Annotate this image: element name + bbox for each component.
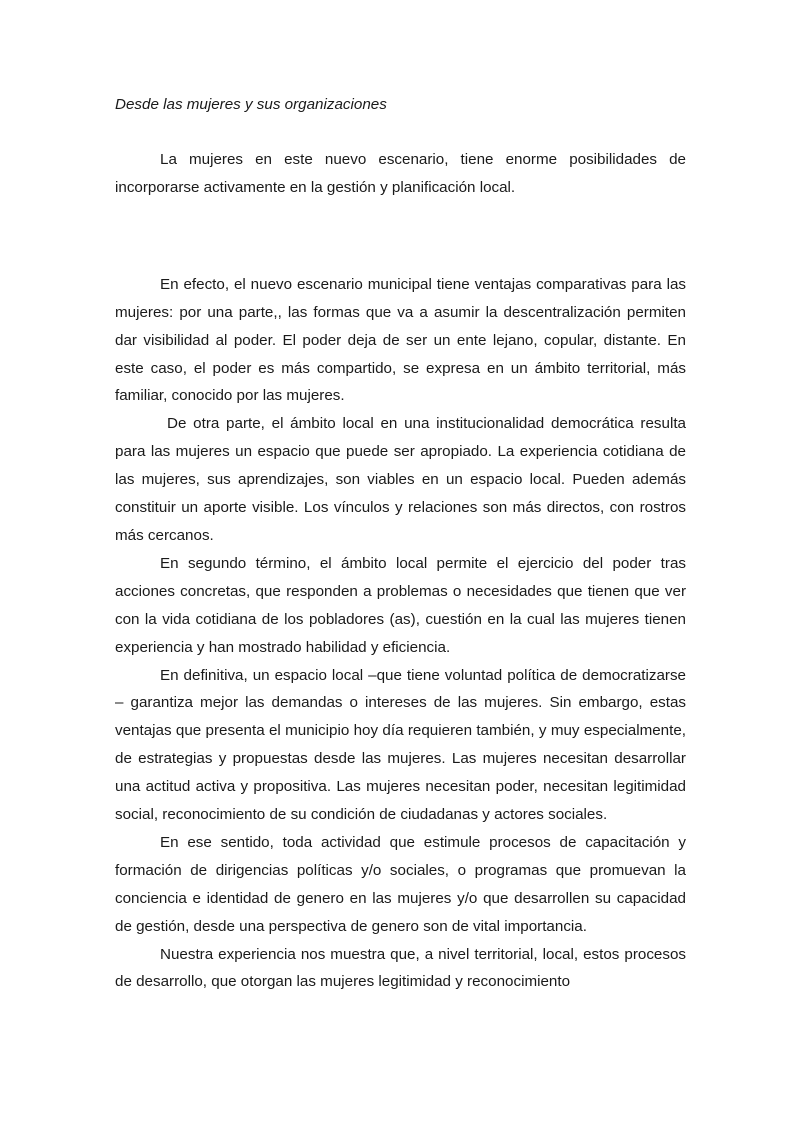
paragraph-1: La mujeres en este nuevo escenario, tiene enorme posibilidades de incorporarse activamente en la gestión y planificación local. bbox=[115, 151, 686, 196]
paragraph-5: En definitiva, un espacio local –que tiene voluntad política de democratizarse – garantiza mejor las demandas o intereses de las mujeres. Sin embargo, estas ventajas que presenta el municipio hoy día requieren también, y muy especialmente, de estrategias y propuestas desde las mujeres. Las mujeres necesitan desarrollar una actitud activa y propositiva. Las mujeres necesitan poder, necesitan legitimidad social, reconocimiento de su condición de ciudadanas y actores sociales. bbox=[115, 666, 686, 824]
paragraph-4: En segundo término, el ámbito local permite el ejercicio del poder tras acciones concretas, que responden a problemas o necesidades que tienen que ver con la vida cotidiana de los pobladores (as), cuestión en la cual las mujeres tienen experiencia y han mostrado habilidad y eficiencia. bbox=[115, 554, 686, 656]
paragraph-6: En ese sentido, toda actividad que estimule procesos de capacitación y formación de dirigencias políticas y/o sociales, o programas que promuevan la conciencia e identidad de genero en las mujeres y/o que desarrollen su capacidad de gestión, desde una perspectiva de genero son de vital importancia. bbox=[115, 833, 686, 935]
paragraph-2: En efecto, el nuevo escenario municipal tiene ventajas comparativas para las mujeres: por una parte,, las formas que va a asumir la descentralización permiten dar visibilidad al poder. El poder deja de ser un ente lejano, copular, distante. En este caso, el poder es más compartido, se expresa en un ámbito territorial, más familiar, conocido por las mujeres. bbox=[115, 275, 686, 405]
section-heading: Desde las mujeres y sus organizaciones bbox=[115, 96, 387, 113]
paragraph-3: De otra parte, el ámbito local en una institucionalidad democrática resulta para las mujeres un espacio que puede ser apropiado. La experiencia cotidiana de las mujeres, sus aprendizajes, son viables en un espacio local. Pueden además constituir un aporte visible. Los vínculos y relaciones son más directos, con rostros más cercanos. bbox=[115, 415, 686, 544]
document-body bbox=[115, 94, 686, 996]
paragraph-7: Nuestra experiencia nos muestra que, a nivel territorial, local, estos procesos de desarrollo, que otorgan las mujeres legitimidad y reconocimiento bbox=[115, 945, 686, 991]
